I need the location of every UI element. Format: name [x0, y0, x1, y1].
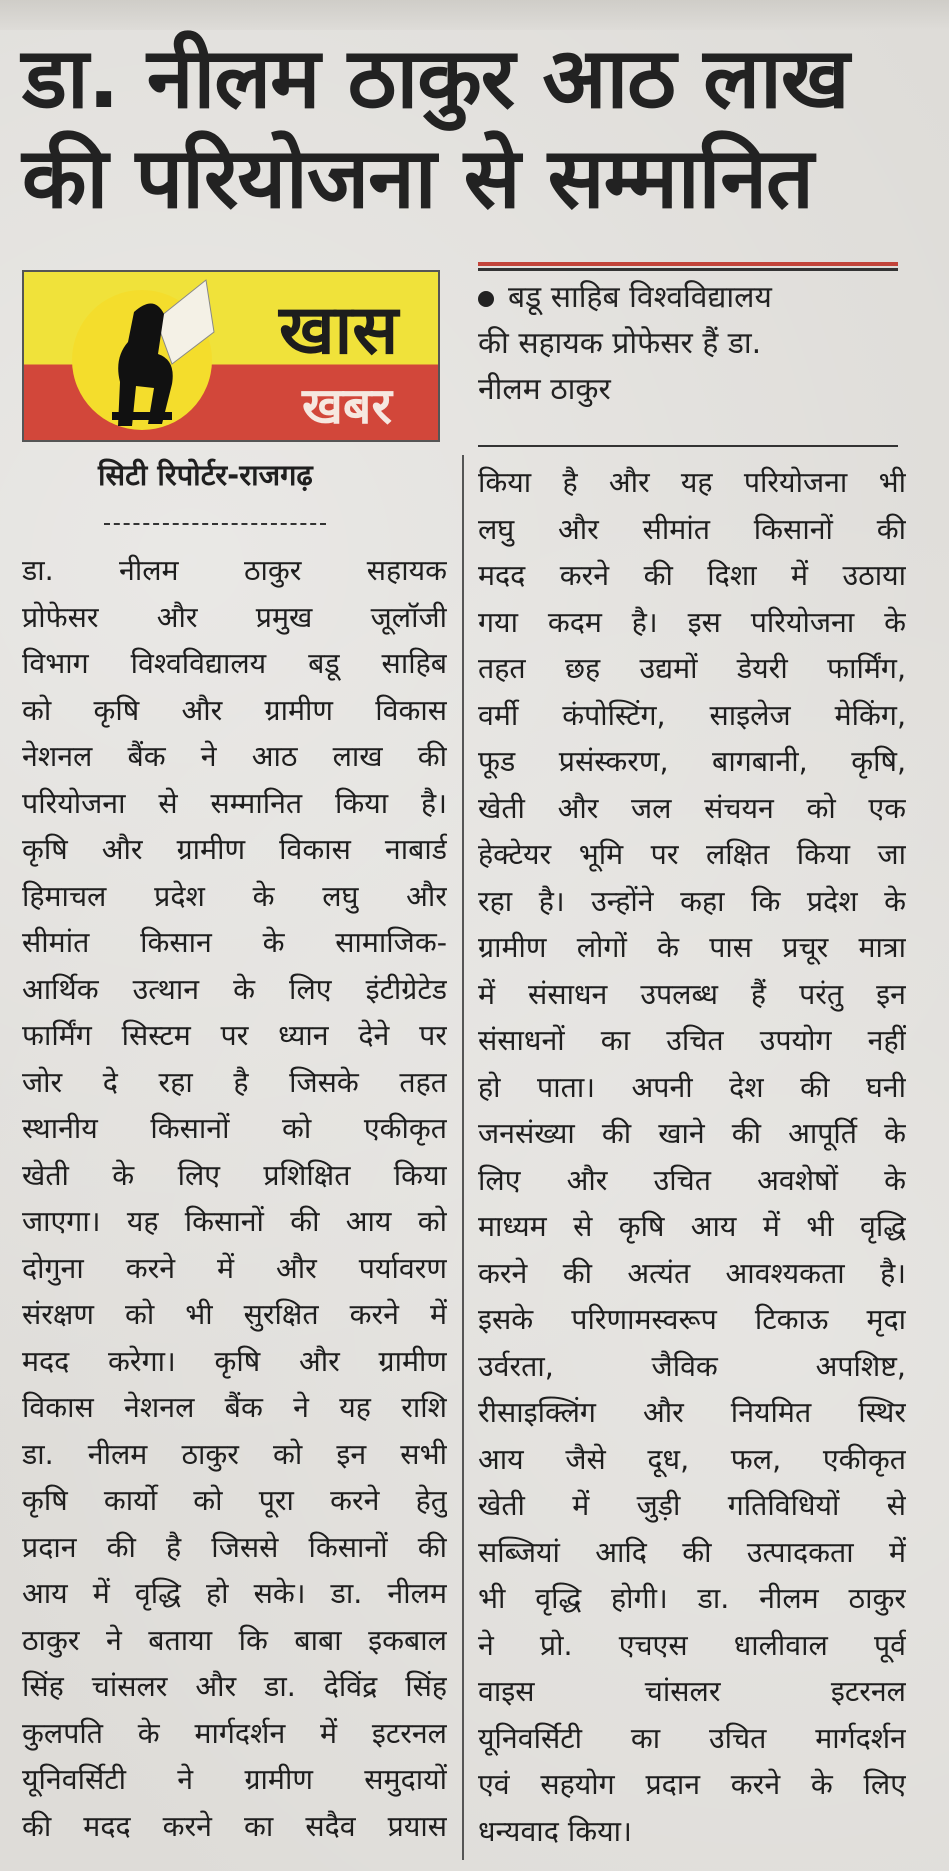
body-line: लघु और सीमांत किसानों की	[478, 512, 906, 546]
headline-line-2: की परियोजना से सम्मानित	[22, 129, 813, 227]
body-line: एवं सहयोग प्रदान करने के लिए	[478, 1768, 906, 1801]
headline	[22, 28, 922, 228]
body-line: में संसाधन उपलब्ध हैं परंतु इन	[478, 977, 906, 1011]
body-line: कृषि कार्यो को पूरा करने हेतु	[22, 1484, 447, 1517]
body-line: लिए और उचित अवशेषों के	[478, 1163, 906, 1197]
body-line: को कृषि और ग्रामीण विकास	[22, 693, 447, 727]
subhead-top-rule-red	[478, 262, 898, 266]
body-line: रीसाइक्लिंग और नियमित स्थिर	[478, 1396, 906, 1429]
subhead-line-1: बडू साहिब विश्वविद्यालय	[478, 275, 908, 321]
headline-line-1: डा. नीलम ठाकुर आठ लाख	[22, 29, 849, 127]
body-line: रहा है। उन्होंने कहा कि प्रदेश के	[478, 884, 906, 918]
body-line: विकास नेशनल बैंक ने यह राशि	[22, 1391, 447, 1424]
body-line: विभाग विश्वविद्यालय बडू साहिब	[22, 647, 447, 680]
body-line: आर्थिक उत्थान के लिए इंटीग्रेटेड	[22, 972, 447, 1006]
body-line: मदद करेगा। कृषि और ग्रामीण	[22, 1344, 447, 1378]
subhead-line-3: नीलम ठाकुर	[478, 372, 611, 407]
body-line: फार्मिंग सिस्टम पर ध्यान देने पर	[22, 1019, 447, 1052]
body-line: करने की अत्यंत आवश्यकता है।	[478, 1256, 906, 1290]
body-line: डा. नीलम ठाकुर सहायक	[22, 554, 447, 587]
body-line: वर्मी कंपोस्टिंग, साइलेज मेकिंग,	[478, 698, 906, 732]
body-line: प्रोफेसर और प्रमुख जूलॉजी	[22, 600, 447, 634]
body-line: वाइस चांसलर इटरनल	[478, 1675, 906, 1708]
body-line: जोर दे रहा है जिसके तहत	[22, 1065, 447, 1099]
body-line: प्रदान की है जिससे किसानों की	[22, 1530, 447, 1564]
body-line: दोगुना करने में और पर्यावरण	[22, 1251, 447, 1285]
body-line: हो पाता। अपनी देश की घनी	[478, 1070, 906, 1104]
byline: सिटी रिपोर्टर-राजगढ़	[98, 458, 313, 492]
body-line: परियोजना से सम्मानित किया है।	[22, 786, 447, 820]
logo-khas-text: खास	[279, 291, 399, 370]
body-line: माध्यम से कृषि आय में भी वृद्धि	[478, 1210, 906, 1243]
subhead	[478, 275, 908, 413]
body-line: नेशनल बैंक ने आठ लाख की	[22, 740, 447, 773]
body-line: कुलपति के मार्गदर्शन में इटरनल	[22, 1716, 447, 1750]
body-line: भी वृद्धि होगी। डा. नीलम ठाकुर	[478, 1582, 906, 1615]
body-line: जनसंख्या की खाने की आपूर्ति के	[478, 1117, 906, 1150]
khas-khabar-logo	[22, 270, 440, 442]
body-line: कृषि और ग्रामीण विकास नाबार्ड	[22, 833, 447, 866]
body-line: सीमांत किसान के सामाजिक-	[22, 926, 447, 959]
body-line: उर्वरता, जैविक अपशिष्ट,	[478, 1349, 906, 1383]
body-column-2	[478, 460, 906, 1855]
subhead-bottom-rule	[478, 445, 898, 447]
body-line: ठाकुर ने बताया कि बाबा इकबाल	[22, 1623, 447, 1657]
subhead-top-rule-black	[478, 268, 898, 271]
body-line: खेती के लिए प्रशिक्षित किया	[22, 1158, 447, 1192]
body-line: मदद करने की दिशा में उठाया	[478, 559, 906, 592]
body-line: आय जैसे दूध, फल, एकीकृत	[478, 1442, 906, 1476]
body-line: इसके परिणामस्वरूप टिकाऊ मृदा	[478, 1303, 906, 1336]
body-line: फूड प्रसंस्करण, बागबानी, कृषि,	[478, 745, 906, 778]
body-line: सिंह चांसलर और डा. देविंद्र सिंह	[22, 1670, 447, 1703]
body-line: सब्जियां आदि की उत्पादकता में	[478, 1535, 906, 1569]
body-line: डा. नीलम ठाकुर को इन सभी	[22, 1437, 447, 1471]
column-divider	[462, 455, 464, 1860]
body-line: संसाधनों का उचित उपयोग नहीं	[478, 1024, 906, 1057]
body-line: धन्यवाद किया।	[478, 1814, 632, 1848]
body-line: गया कदम है। इस परियोजना के	[478, 605, 906, 639]
body-line: जाएगा। यह किसानों की आय को	[22, 1205, 447, 1238]
newspaper-reader-icon	[94, 272, 254, 442]
body-line: तहत छह उद्यमों डेयरी फार्मिंग,	[478, 652, 906, 685]
body-line: आय में वृद्धि हो सके। डा. नीलम	[22, 1577, 447, 1610]
body-line: हेक्टेयर भूमि पर लक्षित किया जा	[478, 838, 906, 871]
bullet-icon	[478, 291, 494, 307]
body-line: खेती और जल संचयन को एक	[478, 791, 906, 825]
body-line: हिमाचल प्रदेश के लघु और	[22, 879, 447, 913]
byline-divider	[104, 523, 326, 525]
body-column-1	[22, 548, 447, 1850]
body-line: की मदद करने का सदैव प्रयास	[22, 1809, 447, 1843]
body-line: स्थानीय किसानों को एकीकृत	[22, 1112, 447, 1145]
body-line: यूनिवर्सिटी का उचित मार्गदर्शन	[478, 1721, 906, 1755]
body-line: खेती में जुड़ी गतिविधियों से	[478, 1489, 906, 1522]
body-line: किया है और यह परियोजना भी	[478, 466, 906, 499]
logo-khabar-text: खबर	[302, 377, 392, 435]
body-line: ग्रामीण लोगों के पास प्रचूर मात्रा	[478, 931, 906, 964]
previous-article-bleed	[0, 0, 949, 30]
body-line: ने प्रो. एचएस धालीवाल पूर्व	[478, 1628, 906, 1662]
body-line: यूनिवर्सिटी ने ग्रामीण समुदायों	[22, 1763, 447, 1796]
subhead-line-2: की सहायक प्रोफेसर हैं डा.	[478, 326, 762, 361]
body-line: संरक्षण को भी सुरक्षित करने में	[22, 1298, 447, 1331]
